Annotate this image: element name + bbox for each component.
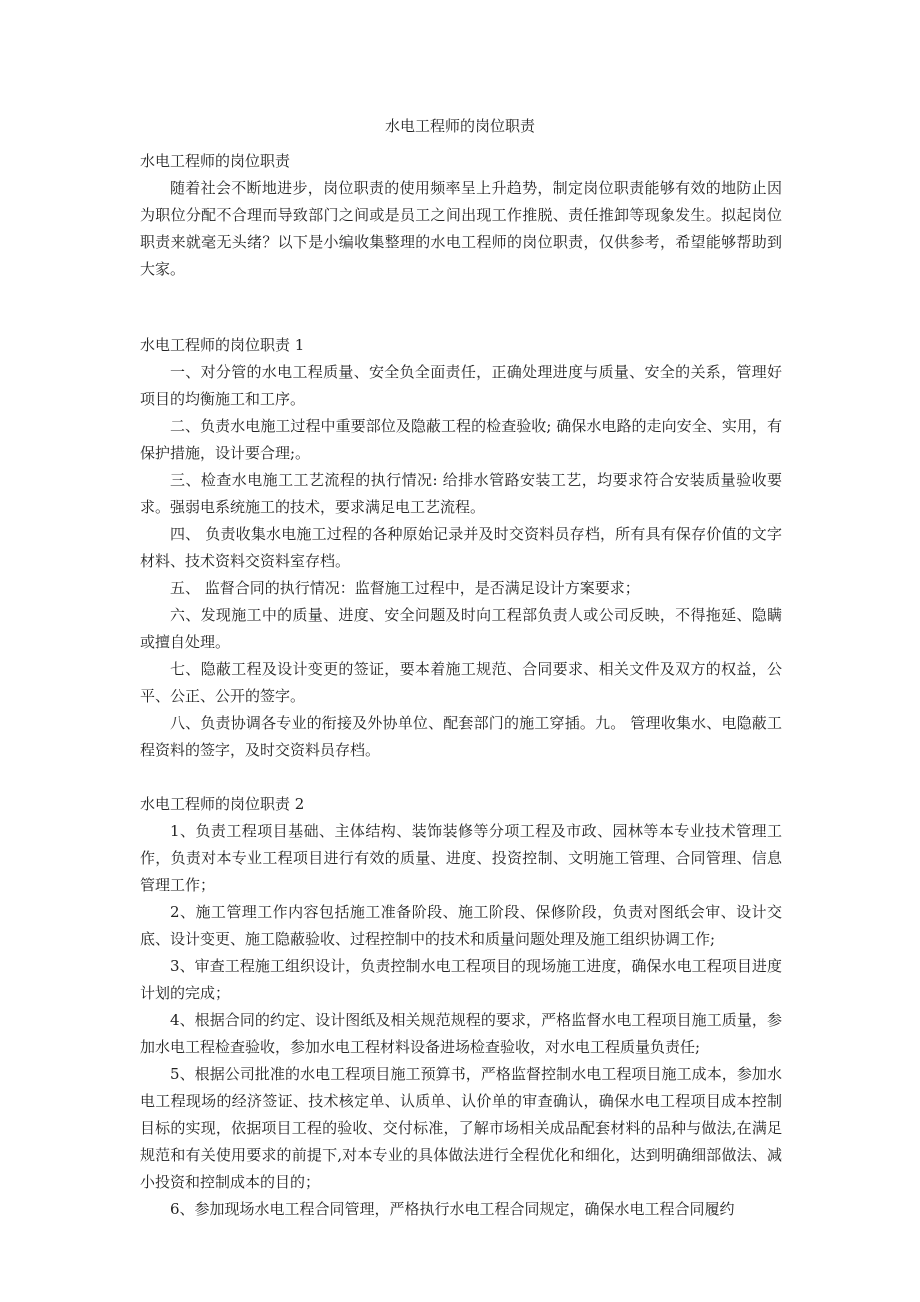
section-spacer xyxy=(140,764,782,791)
section-1-heading: 水电工程师的岗位职责 1 xyxy=(140,336,305,354)
section-2-paragraph: 4、根据合同的约定、设计图纸及相关规范规程的要求，严格监督水电工程项目施工质量，参加水电工程检查验收，参加水电工程材料设备进场检查验收，对水电工程质量负责任; xyxy=(140,1011,782,1056)
section-1-paragraph: 七、隐蔽工程及设计变更的签证，要本着施工规范、合同要求、相关文件及双方的权益，公平、公正、公开的签字。 xyxy=(140,660,782,705)
section-1-paragraph: 五、 监督合同的执行情况：监督施工过程中，是否满足设计方案要求； xyxy=(170,579,640,597)
section-1-paragraph: 三、检查水电施工工艺流程的执行情况: 给排水管路安装工艺，均要求符合安装质量验收要求。强弱电系统施工的技术，要求满足电工艺流程。 xyxy=(140,471,782,516)
section-1-paragraph: 八、负责协调各专业的衔接及外协单位、配套部门的施工穿插。九。 管理收集水、电隐蔽工程资料的签字，及时交资料员存档。 xyxy=(140,714,782,759)
intro-heading: 水电工程师的岗位职责 xyxy=(140,152,291,170)
document-body xyxy=(140,148,782,1223)
section-2-paragraph: 2、施工管理工作内容包括施工准备阶段、施工阶段、保修阶段，负责对图纸会审、设计交底、设计变更、施工隐蔽验收、过程控制中的技术和质量问题处理及施工组织协调工作; xyxy=(140,903,782,948)
section-2-paragraph: 5、根据公司批准的水电工程项目施工预算书，严格监督控制水电工程项目施工成本，参加水电工程现场的经济签证、技术核定单、认质单、认价单的审查确认，确保水电工程项目成本控制目标的实现，依据项目工程的验收、交付标准，了解市场相关成品配套材料的品种与做法,在满足规范和有关使用要求的前提下,对本专业的具体做法进行全程优化和细化，达到明确细部做法、减小投资和控制成本的目的； xyxy=(140,1065,782,1191)
document-title: 水电工程师的岗位职责 xyxy=(384,117,535,135)
section-1-paragraph: 二、负责水电施工过程中重要部位及隐蔽工程的检查验收; 确保水电路的走向安全、实用，有保护措施，设计要合理;。 xyxy=(140,417,782,462)
section-1-paragraph: 一、对分管的水电工程质量、安全负全面责任，正确处理进度与质量、安全的关系，管理好项目的均衡施工和工序。 xyxy=(140,363,782,408)
section-1-paragraph: 四、 负责收集水电施工过程的各种原始记录并及时交资料员存档，所有具有保存价值的文字材料、技术资料交资料室存档。 xyxy=(140,525,782,570)
section-2-heading: 水电工程师的岗位职责 2 xyxy=(140,795,305,813)
section-2-paragraph: 3、审查工程施工组织设计，负责控制水电工程项目的现场施工进度，确保水电工程项目进度计划的完成； xyxy=(140,957,782,1002)
section-2-paragraph: 1、负责工程项目基础、主体结构、装饰装修等分项工程及市政、园林等本专业技术管理工作，负责对本专业工程项目进行有效的质量、进度、投资控制、文明施工管理、合同管理、信息管理工作； xyxy=(140,822,782,894)
section-2-paragraph: 6、参加现场水电工程合同管理，严格执行水电工程合同规定，确保水电工程合同履约 xyxy=(170,1200,735,1218)
intro-paragraph: 随着社会不断地进步，岗位职责的使用频率呈上升趋势，制定岗位职责能够有效的地防止因为职位分配不合理而导致部门之间或是员工之间出现工作推脱、责任推卸等现象发生。拟起岗位职责来就毫无头绪？以下是小编收集整理的水电工程师的岗位职责，仅供参考，希望能够帮助到大家。 xyxy=(140,179,782,278)
section-spacer xyxy=(140,283,782,332)
section-1-paragraph: 六、发现施工中的质量、进度、安全问题及时向工程部负责人或公司反映，不得拖延、隐瞒或擅自处理。 xyxy=(140,606,782,651)
